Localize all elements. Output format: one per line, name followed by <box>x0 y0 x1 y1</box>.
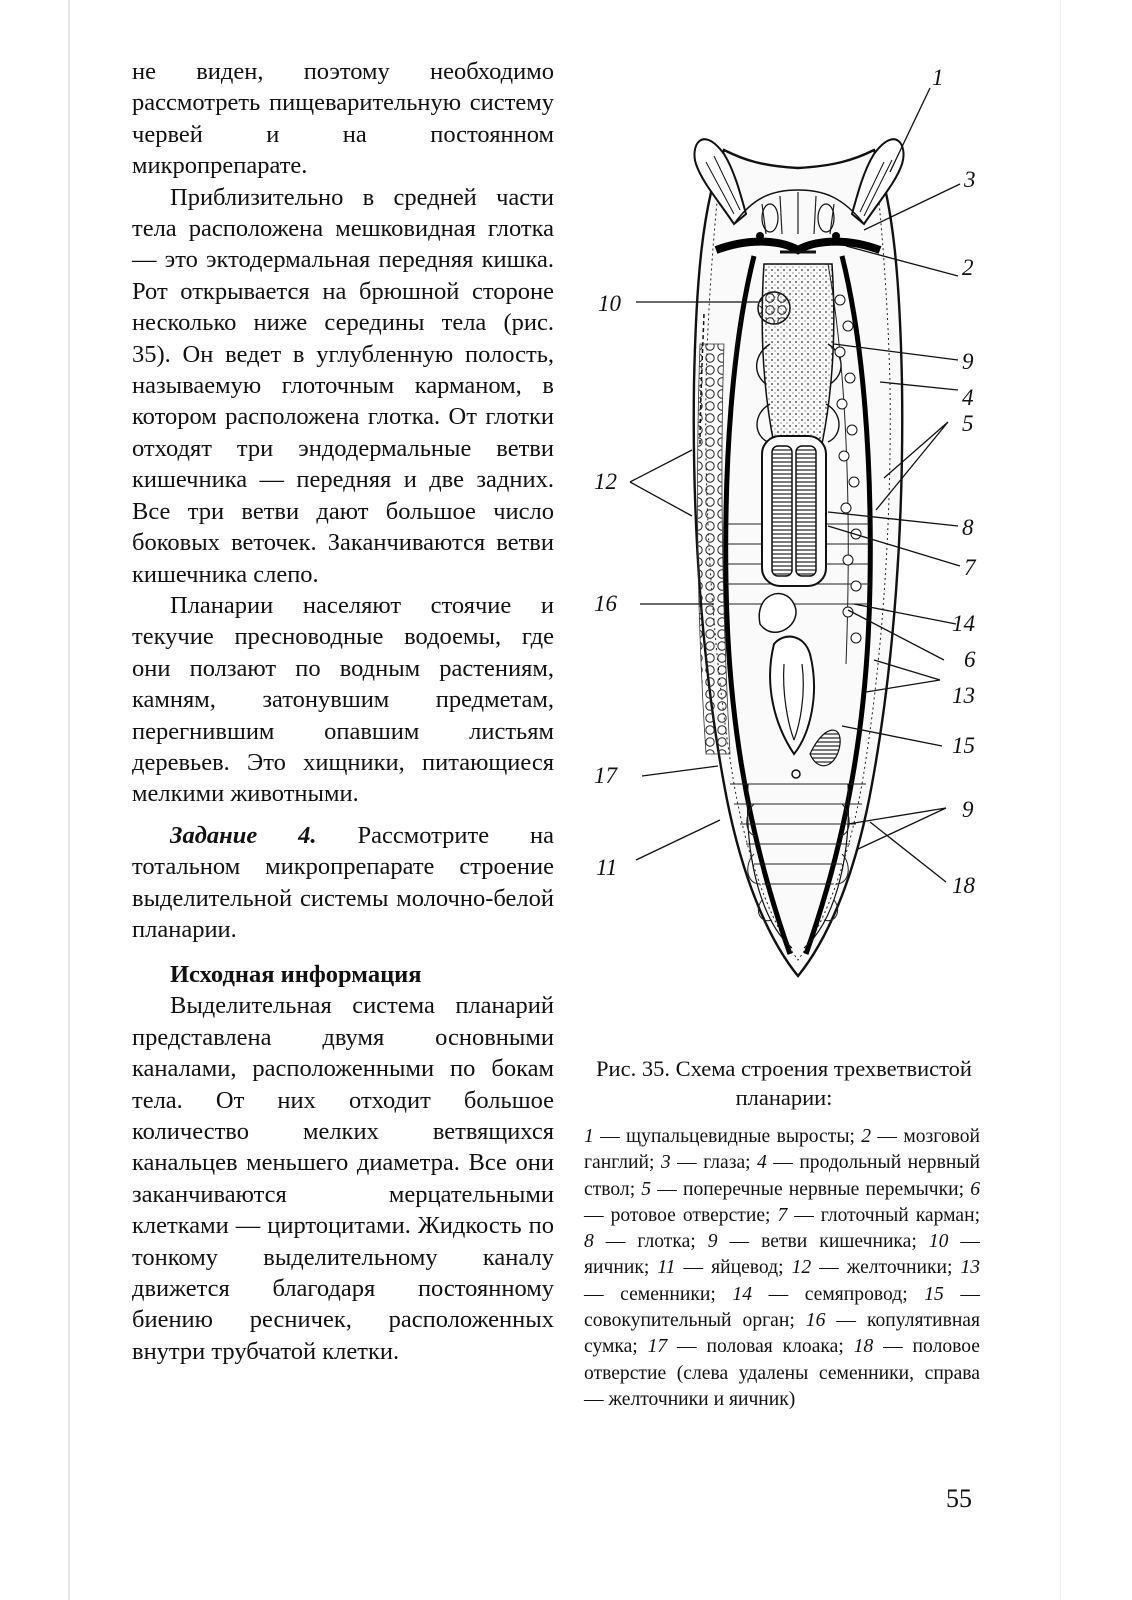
label-3: 3 <box>964 167 976 192</box>
label-16: 16 <box>594 591 617 616</box>
label-6: 6 <box>964 647 976 672</box>
task-label: Задание 4. <box>170 821 317 849</box>
label-11: 11 <box>596 855 618 880</box>
label-17: 17 <box>594 763 617 788</box>
label-12: 12 <box>594 469 617 494</box>
label-14: 14 <box>952 611 975 636</box>
section-heading: Исходная информация <box>170 961 422 989</box>
label-4: 4 <box>962 385 974 410</box>
label-18: 18 <box>952 873 975 898</box>
label-5: 5 <box>962 411 974 436</box>
label-10: 10 <box>598 291 621 316</box>
pharynx-pocket <box>762 436 826 586</box>
paragraph-pharynx: Приблизительно в средней части тела расположена мешковидная глотка — это эктодермальная передняя кишка. Рот открывается на брюшной стороне несколько ниже середины тела (рис. 35). Он ведет в углубленную полость, называемую глоточным карманом, в котором расположена глотка. От глотки отходят три эндодермальные ветви кишечника — передняя и две задних. Все три ветви дают большое число боковых веточек. Заканчиваются ветви кишечника слепо. <box>132 183 554 588</box>
label-1: 1 <box>932 65 944 90</box>
planaria-figure <box>584 64 1000 1010</box>
figure-legend: 1 — щупальцевидные выросты; 2 — мозговой ганглий; 3 — глаза; 4 — продольный нервный ствол; 5 — поперечные нервные перемычки; 6 — ротовое отверстие; 7 — глоточный карман; 8 — глотка; 9 — ветви кишечника; 10 — яичник; 11 — яйцевод; 12 — желточники; 13 — семенники; 14 — семяпровод; 15 — совокупительный орган; 16 — копулятивная сумка; 17 — половая клоака; 18 — половое отверстие (слева удалены семенники, справа — желточники и яичник) <box>584 1126 981 1410</box>
paragraph-intro: не виден, поэтому необходимо рассмотреть пищеварительную систему червей и на постоянном микропрепарате. <box>132 58 554 180</box>
label-9-bottom: 9 <box>962 797 974 822</box>
label-15: 15 <box>952 733 975 758</box>
task-text: Рассмотрите на тотальном микропрепарате строение выделительной системы молочно-белой планарии. <box>132 821 554 943</box>
task-4 <box>132 820 554 946</box>
planaria-diagram <box>584 64 1000 1010</box>
figure-caption-title: Рис. 35. Схема строения трехветвистой планарии: <box>596 1056 972 1110</box>
label-13: 13 <box>952 683 975 708</box>
label-9-top: 9 <box>962 349 974 374</box>
paragraph-habitat: Планарии населяют стоячие и текучие пресноводные водоемы, где они ползают по водным растениям, камням, затонувшим предметам, перегнившим опавшим листьям деревьев. Это хищники, питающиеся мелкими животными. <box>132 591 554 808</box>
main-text-column <box>132 56 554 1367</box>
page-number: 55 <box>946 1484 972 1513</box>
label-2: 2 <box>962 255 974 280</box>
label-7: 7 <box>964 555 976 580</box>
page-edge-right <box>1060 0 1061 1600</box>
paragraph-excretory: Выделительная система планарий представлена двумя основными каналами, расположенными по бокам тела. От них отходит большое количество мелких ветвящихся канальцев меньшего диаметра. Все они заканчиваются мерцательными клетками — циртоцитами. Жидкость по тонкому выделительному каналу движется благодаря постоянному биению ресничек, расположенных внутри трубчатой клетки. <box>132 992 554 1365</box>
label-8: 8 <box>962 515 974 540</box>
page-edge-left <box>68 0 70 1600</box>
